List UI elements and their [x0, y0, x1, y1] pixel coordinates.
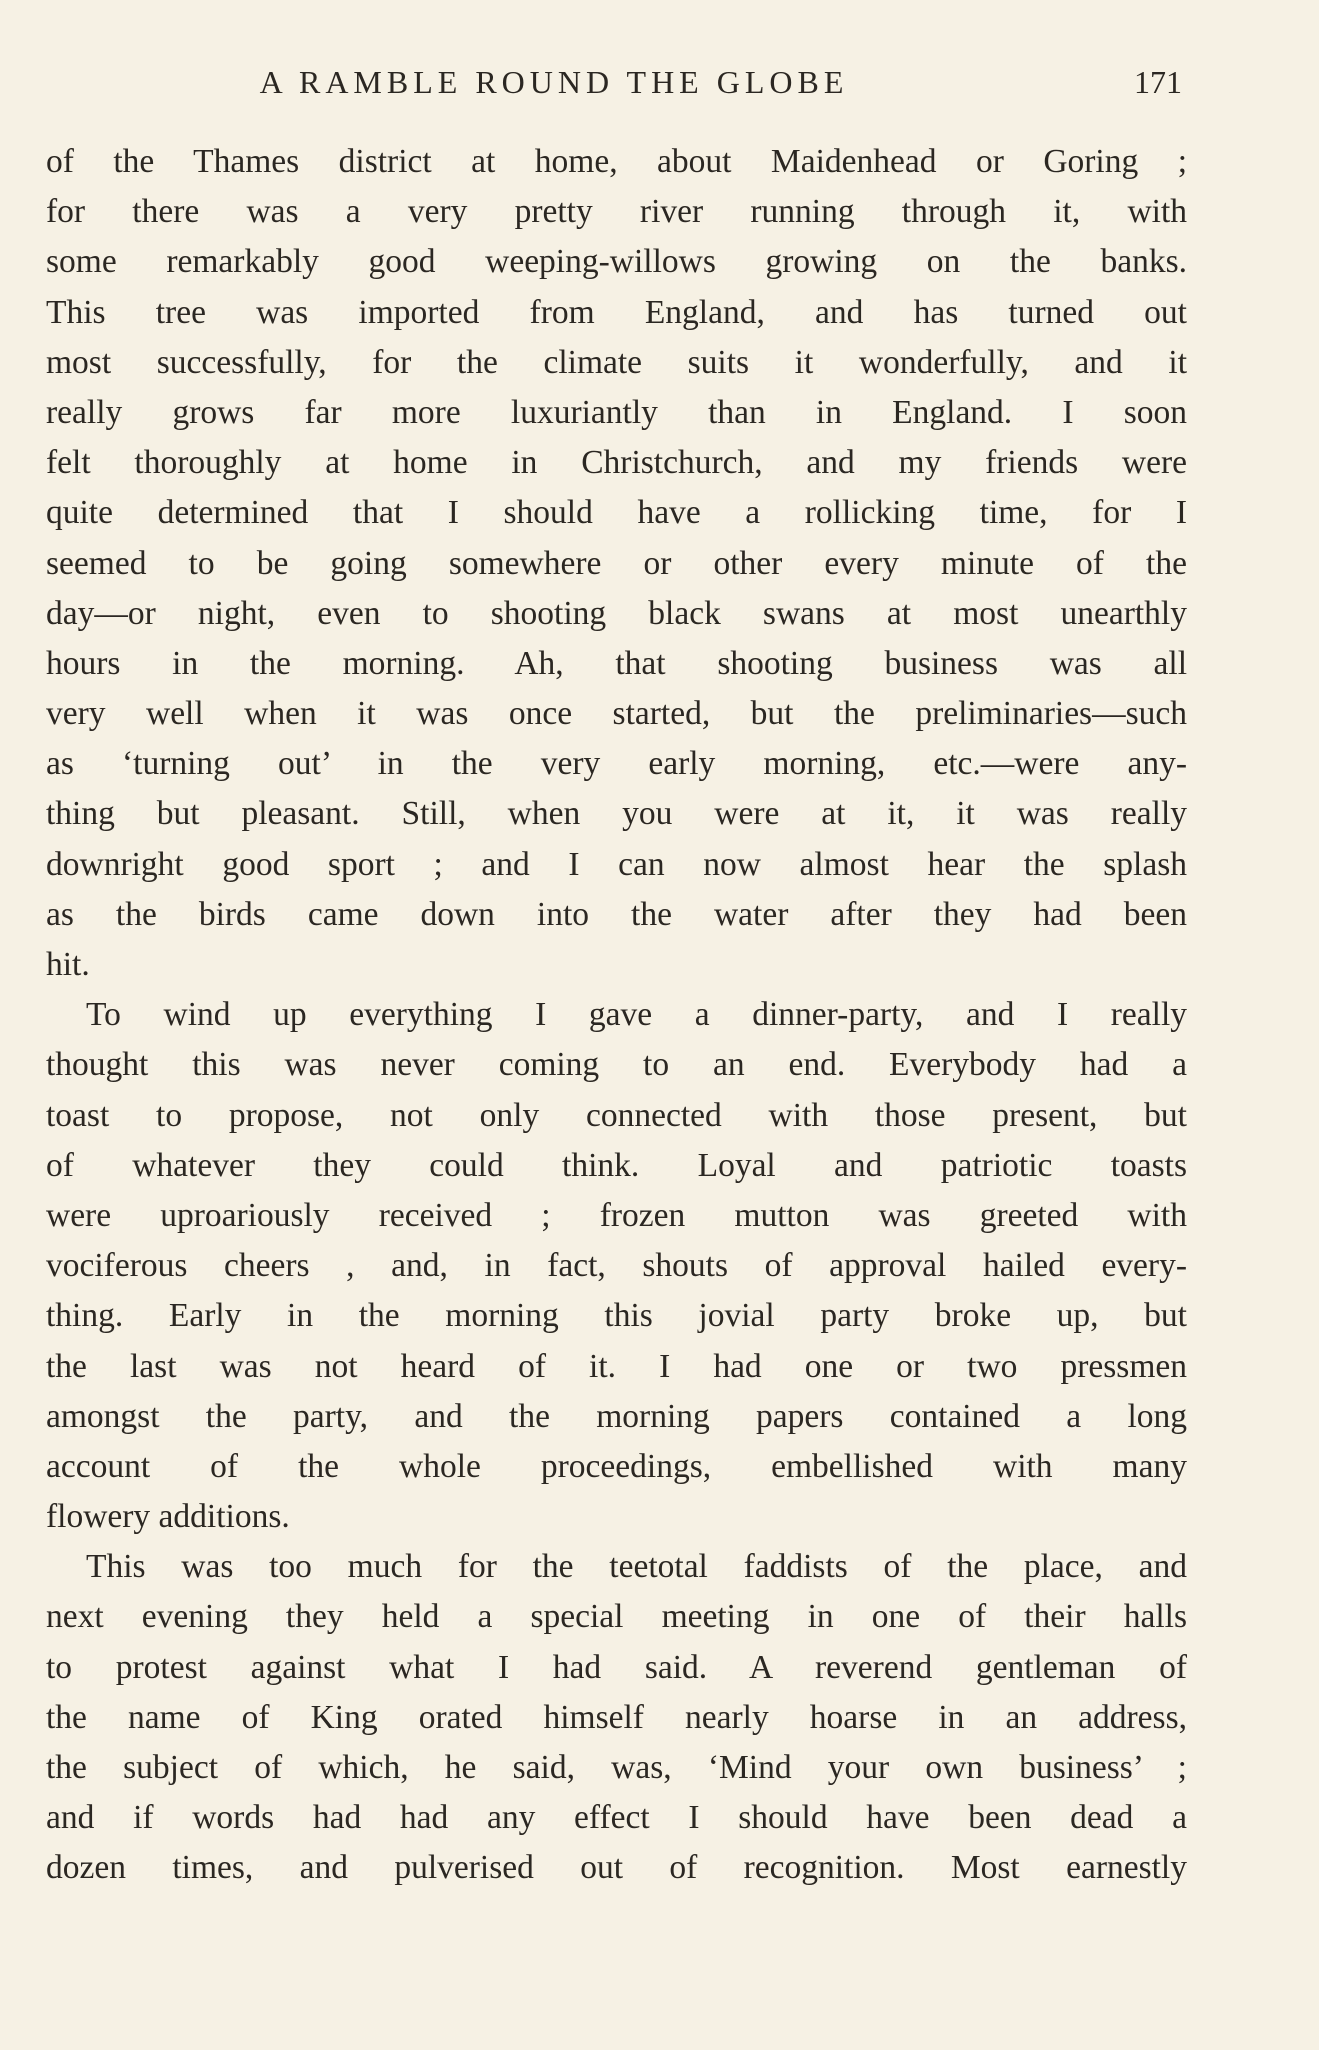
- text-line: day—or night, even to shooting black swans at most unearthly: [46, 594, 1187, 632]
- text-line: thing. Early in the morning this jovial party broke up, but: [46, 1297, 1187, 1335]
- text-line: the last was not heard of it. I had one or two pressmen: [46, 1347, 1187, 1385]
- running-head: [46, 60, 1182, 104]
- text-line: very well when it was once started, but the preliminaries—such: [46, 695, 1187, 733]
- text-line: felt thoroughly at home in Christchurch, and my friends were: [46, 444, 1187, 482]
- text-line: were uproariously received ; frozen mutton was greeted with: [46, 1196, 1187, 1234]
- text-line: the subject of which, he said, was, ‘Mind your own business’ ;: [46, 1749, 1187, 1786]
- text-line: thought this was never coming to an end. Everybody had a: [46, 1046, 1187, 1084]
- text-line: and if words had had any effect I should have been dead a: [46, 1799, 1187, 1837]
- text-line: To wind up everything I gave a dinner-party, and I really: [86, 996, 1187, 1034]
- text-line: flowery additions.: [46, 1498, 290, 1536]
- text-line: to protest against what I had said. A reverend gentleman of: [46, 1648, 1187, 1686]
- text-line: as the birds came down into the water after they had been: [46, 895, 1187, 933]
- text-line: the name of King orated himself nearly hoarse in an address,: [46, 1698, 1187, 1736]
- text-line: for there was a very pretty river running through it, with: [46, 193, 1187, 231]
- text-line: vociferous cheers , and, in fact, shouts of approval hailed every-: [46, 1247, 1187, 1285]
- text-line: This was too much for the teetotal faddists of the place, and: [86, 1548, 1187, 1586]
- text-line: really grows far more luxuriantly than in England. I soon: [46, 393, 1187, 431]
- text-line: This tree was imported from England, and has turned out: [46, 293, 1187, 331]
- text-line: most successfully, for the climate suits it wonderfully, and it: [46, 343, 1187, 381]
- text-line: next evening they held a special meeting in one of their halls: [46, 1598, 1187, 1636]
- text-line: amongst the party, and the morning papers contained a long: [46, 1397, 1187, 1435]
- text-line: hours in the morning. Ah, that shooting business was all: [46, 644, 1187, 682]
- text-line: downright good sport ; and I can now almost hear the splash: [46, 845, 1187, 883]
- text-line: seemed to be going somewhere or other every minute of the: [46, 544, 1187, 582]
- page-number: 171: [1134, 64, 1182, 100]
- text-line: some remarkably good weeping-willows growing on the banks.: [46, 243, 1187, 281]
- text-line: account of the whole proceedings, embellished with many: [46, 1447, 1187, 1485]
- body-text: [46, 137, 1187, 1894]
- text-line: thing but pleasant. Still, when you were at it, it was really: [46, 795, 1187, 833]
- running-title: A RAMBLE ROUND THE GLOBE: [259, 64, 849, 100]
- text-line: of the Thames district at home, about Maidenhead or Goring ;: [46, 143, 1187, 180]
- text-line: quite determined that I should have a rollicking time, for I: [46, 494, 1187, 532]
- text-line: as ‘turning out’ in the very early morning, etc.—were any-: [46, 745, 1187, 783]
- text-line: of whatever they could think. Loyal and patriotic toasts: [46, 1146, 1187, 1184]
- text-line: dozen times, and pulverised out of recognition. Most earnestly: [46, 1849, 1187, 1887]
- text-line: toast to propose, not only connected with those present, but: [46, 1096, 1187, 1134]
- text-line: hit.: [46, 946, 90, 983]
